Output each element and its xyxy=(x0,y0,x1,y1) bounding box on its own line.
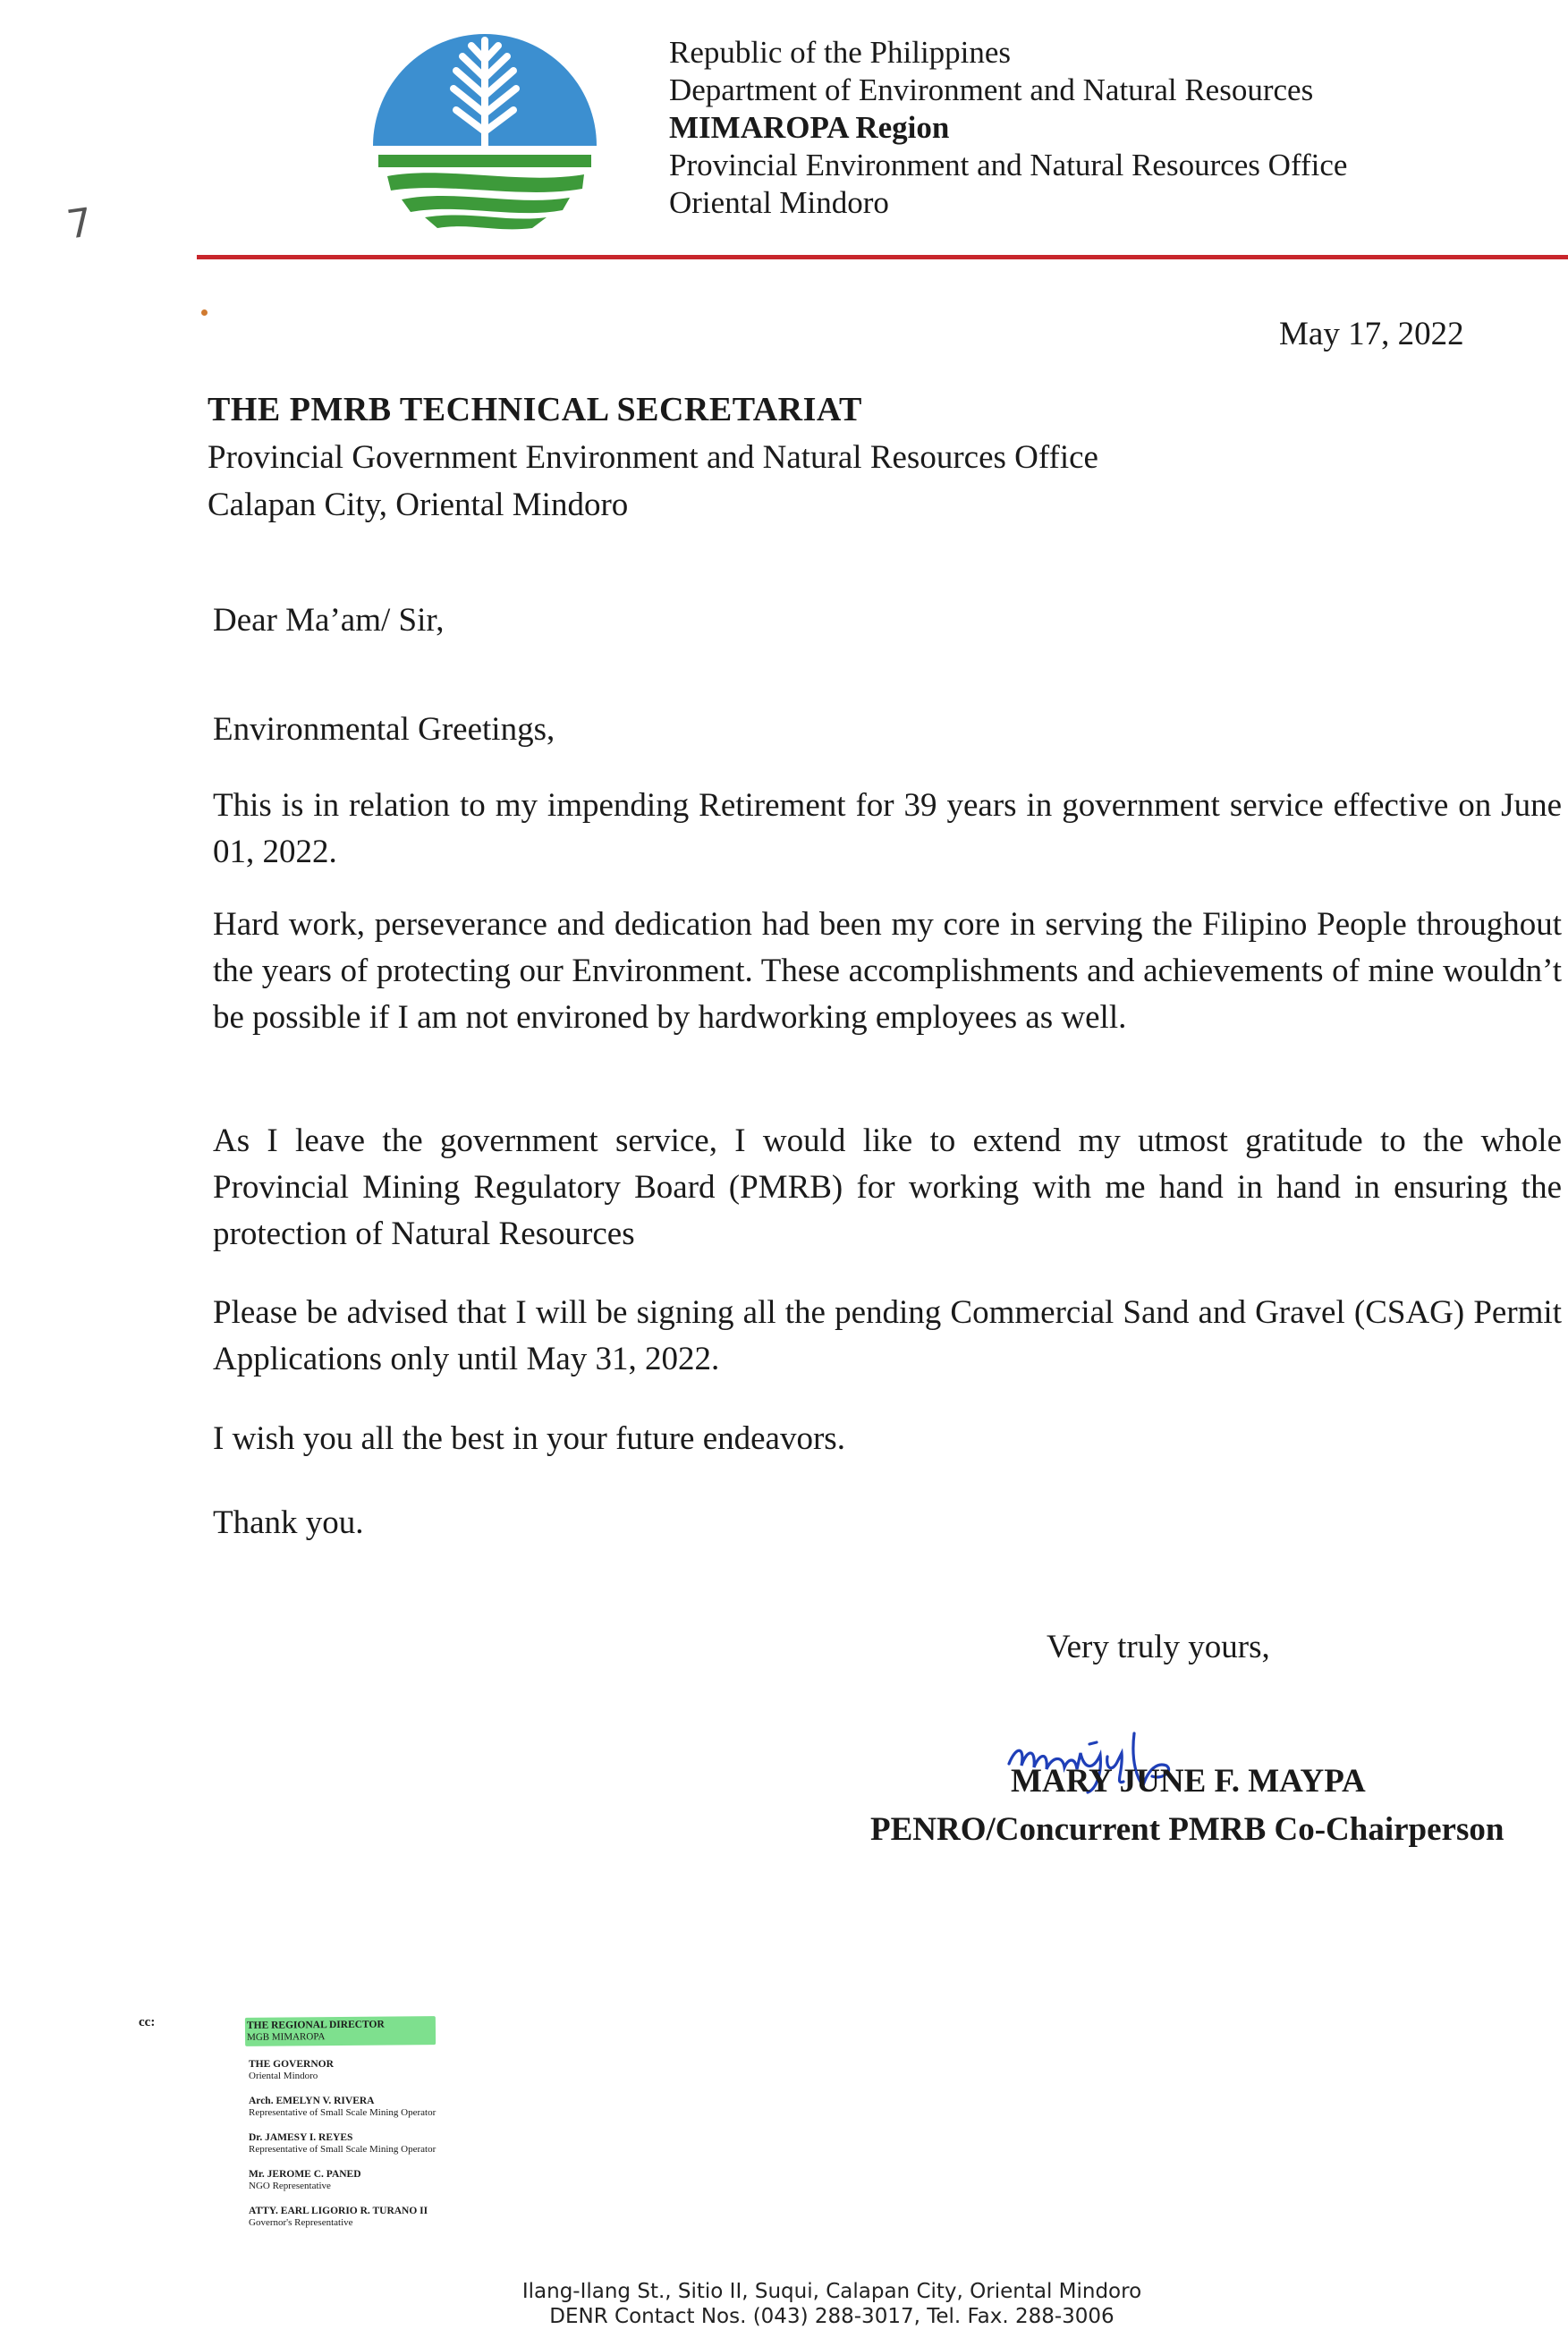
letterhead-province: Oriental Mindoro xyxy=(669,185,889,220)
cc-list xyxy=(246,2017,436,2242)
footer-contact: DENR Contact Nos. (043) 288-3017, Tel. Fax. 288-3006 xyxy=(549,2305,1115,2328)
recipient-office: Provincial Government Environment and Natural Resources Office xyxy=(208,439,1098,476)
footer-address: Ilang-Ilang St., Sitio II, Suqui, Calapan City, Oriental Mindoro xyxy=(521,2280,1142,2303)
signatory-name: MARY JUNE F. MAYPA xyxy=(1011,1763,1366,1800)
cc-item: Arch. EMELYN V. RIVERA Representative of Small Scale Mining Operator xyxy=(249,2096,436,2118)
letterhead-country: Republic of the Philippines xyxy=(669,35,1012,70)
greeting: Environmental Greetings, xyxy=(213,711,555,748)
letterhead xyxy=(669,34,1347,222)
paragraph-wishes: I wish you all the best in your future endeavors. xyxy=(213,1420,845,1457)
cc-label: cc: xyxy=(139,2015,156,2029)
letterhead-region: MIMAROPA Region xyxy=(669,110,950,145)
valediction: Very truly yours, xyxy=(1047,1629,1270,1665)
signatory-position: PENRO/Concurrent PMRB Co-Chairperson xyxy=(870,1811,1504,1848)
cc-item: Mr. JEROME C. PANED NGO Representative xyxy=(249,2169,361,2191)
letterhead-office: Provincial Environment and Natural Resources Office xyxy=(669,148,1348,182)
ink-dot xyxy=(201,309,208,316)
salutation: Dear Ma’am/ Sir, xyxy=(213,602,445,639)
paragraph-advisory: Please be advised that I will be signing all the pending Commercial Sand and Gravel (CSAG) Permit Applications only until May 31, 2022. xyxy=(213,1294,1562,1377)
paragraph-gratitude: As I leave the government service, I would like to extend my utmost gratitude to the whole Provincial Mining Regulatory Board (PMRB) for working with me hand in hand in ensuring the protection of Natural Resources xyxy=(213,1122,1562,1252)
header-rule xyxy=(197,255,1568,259)
denr-logo xyxy=(371,31,599,233)
margin-note: 7 xyxy=(64,199,96,249)
cc-item: Dr. JAMESY I. REYES Representative of Small Scale Mining Operator xyxy=(249,2132,436,2155)
footer xyxy=(501,2279,1163,2329)
paragraph-dedication: Hard work, perseverance and dedication had been my core in serving the Filipino People throughout the years of protecting our Environment. These accomplishments and achievements of mine wouldn’t be possible if I am not environed by hardworking employees as well. xyxy=(213,906,1562,1036)
letter-date: May 17, 2022 xyxy=(1279,316,1464,352)
paragraph-thanks: Thank you. xyxy=(213,1504,364,1541)
paragraph-retirement: This is in relation to my impending Retirement for 39 years in government service effective on June 01, 2022. xyxy=(213,787,1562,870)
cc-item: THE GOVERNOR Oriental Mindoro xyxy=(249,2059,334,2081)
cc-item: THE REGIONAL DIRECTOR MGB MIMAROPA xyxy=(245,2016,436,2046)
recipient-title: THE PMRB TECHNICAL SECRETARIAT xyxy=(208,391,862,428)
cc-item: ATTY. EARL LIGORIO R. TURANO II Governor's Representative xyxy=(249,2206,428,2228)
recipient-city: Calapan City, Oriental Mindoro xyxy=(208,487,629,523)
letterhead-department: Department of Environment and Natural Resources xyxy=(669,72,1314,107)
recipient-block xyxy=(208,386,1098,529)
